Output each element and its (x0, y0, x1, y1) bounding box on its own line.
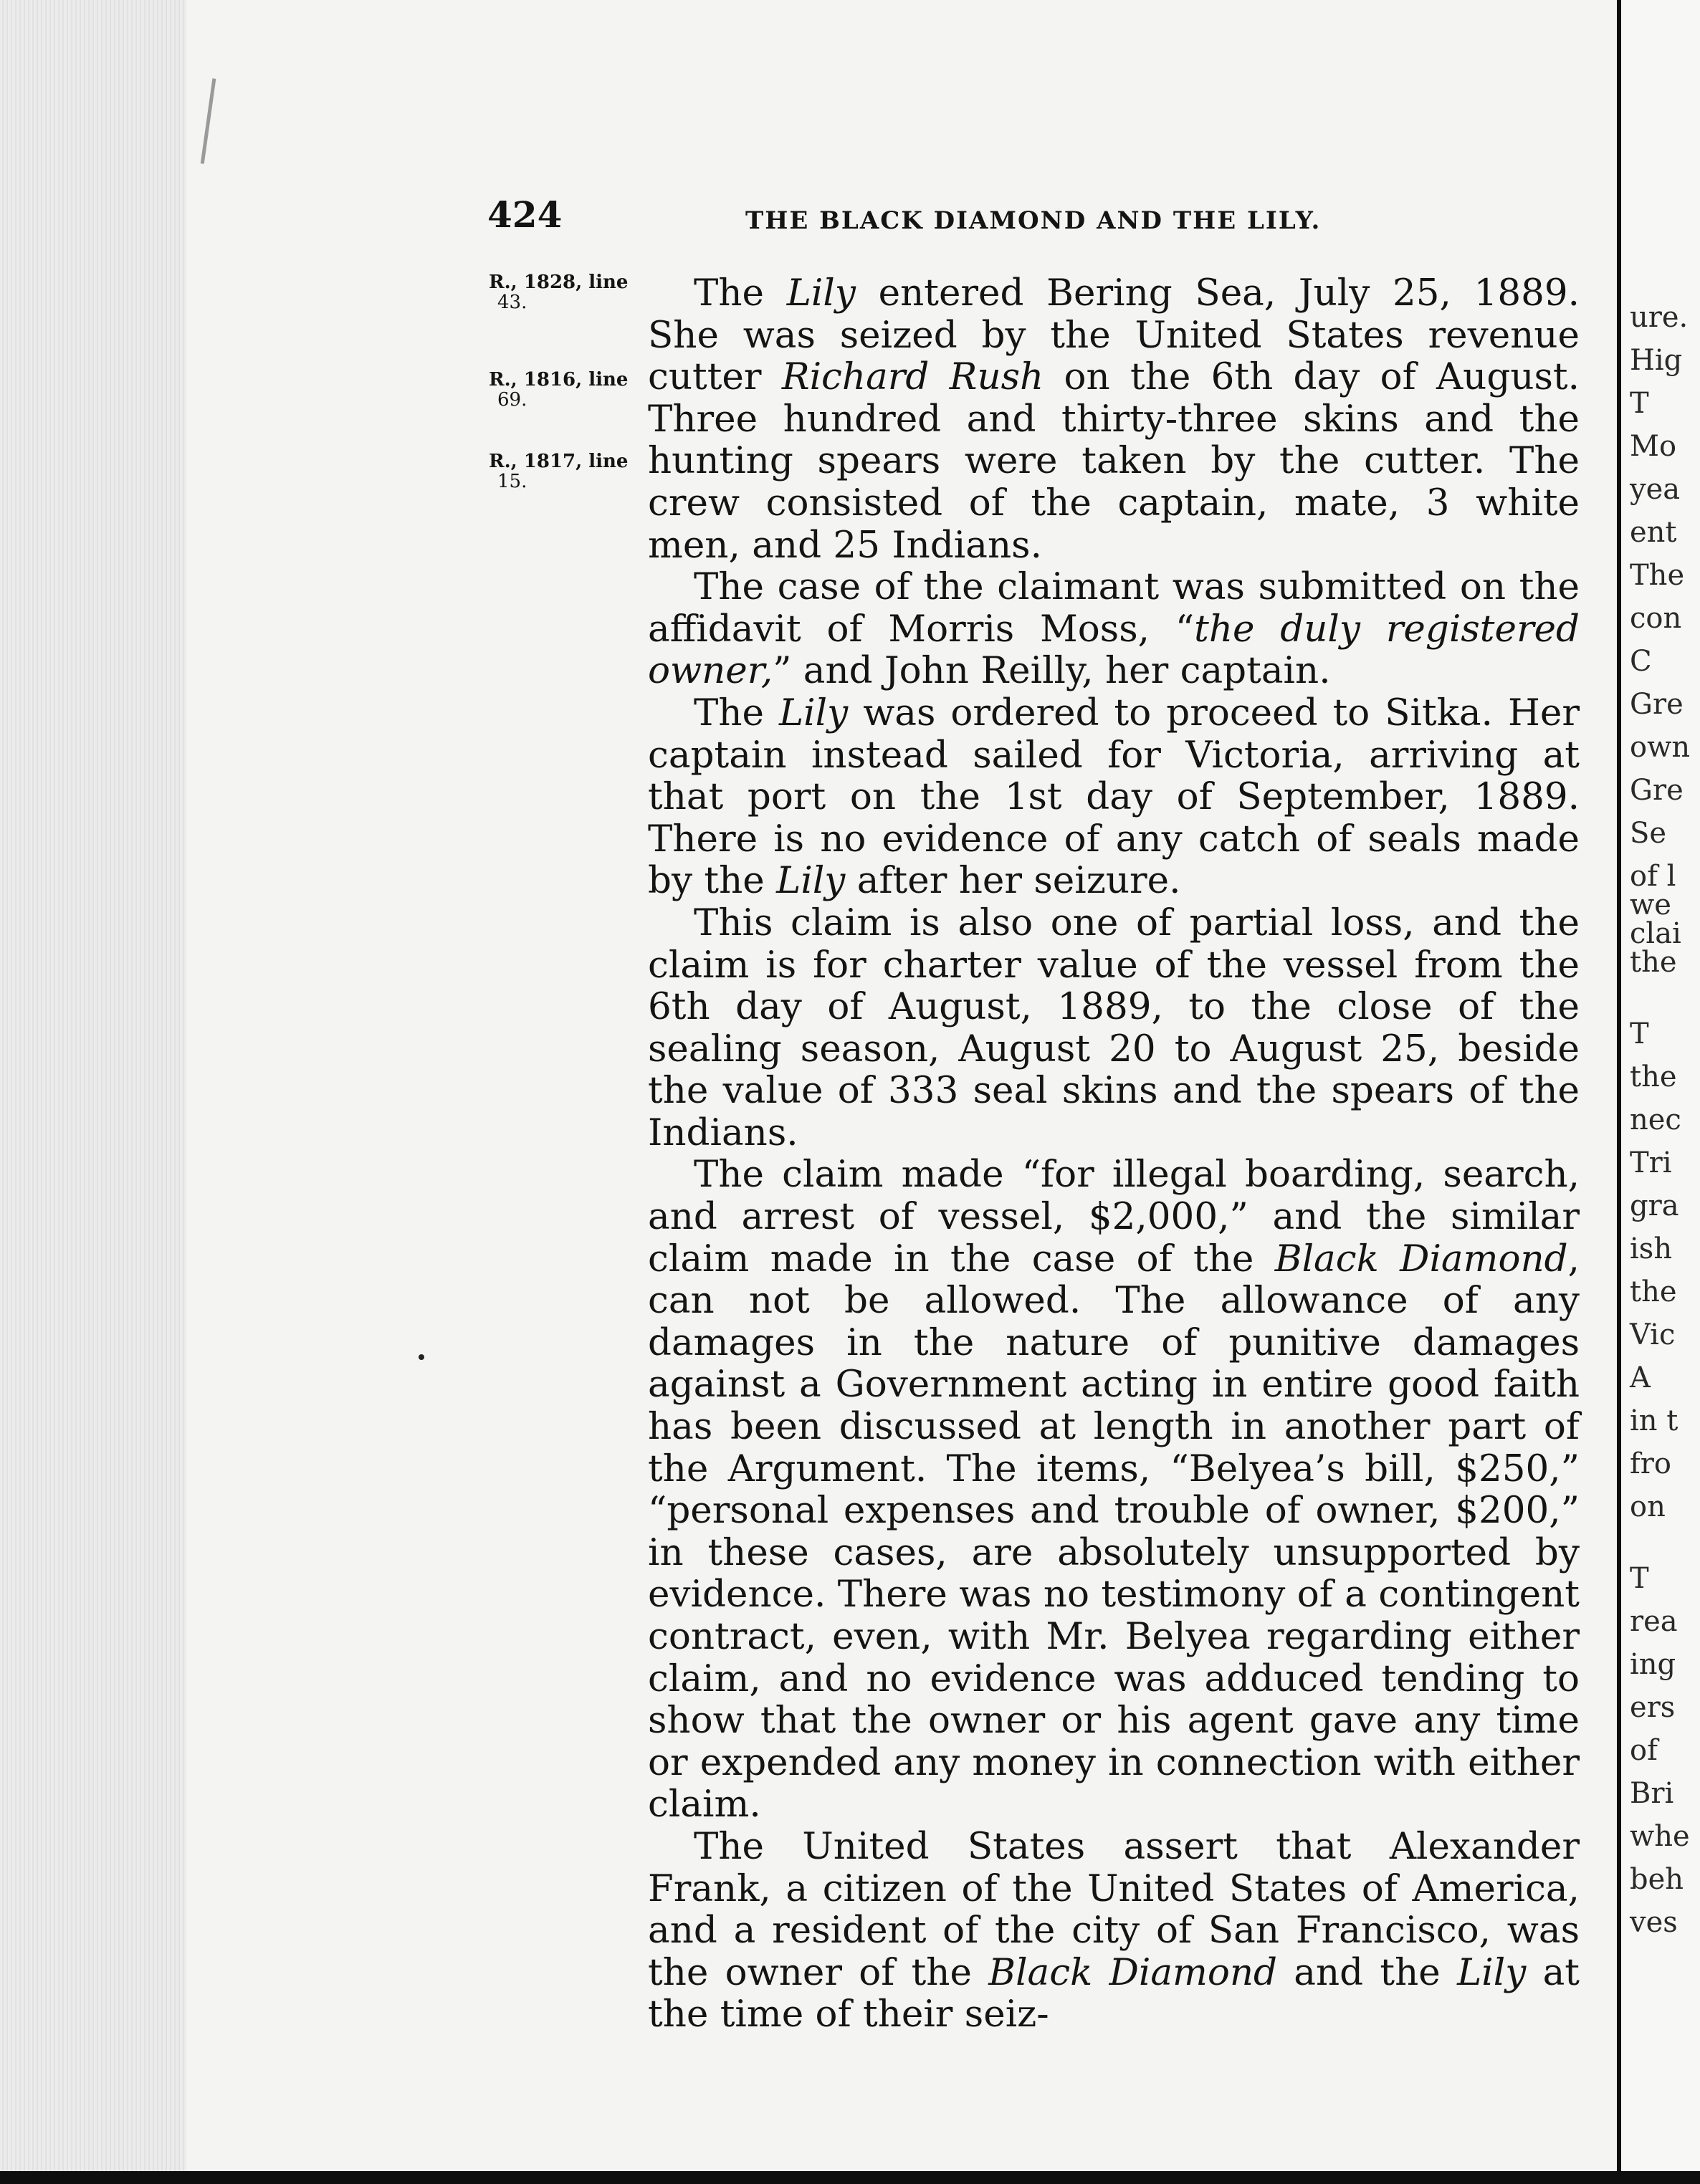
adjacent-page-text: the (1630, 1275, 1677, 1308)
margin-note-line: 15. (497, 471, 527, 492)
italic-text: Lily (786, 272, 856, 315)
adjacent-page-text: A (1630, 1361, 1651, 1394)
text-run: ” and John Reilly, her captain. (773, 649, 1331, 693)
page-number: 424 (487, 193, 563, 236)
text-run: on the 6th day of August. Three hundred and thirty-three skins and the hunting spears were taken by the cutter. The crew consisted of the captain, mate, 3 white men, and 25 Indians. (648, 355, 1580, 567)
text-run: and the (1277, 1950, 1458, 1994)
adjacent-page-text: gra (1630, 1189, 1679, 1222)
paragraph (648, 902, 1580, 1154)
adjacent-page-text: clai (1630, 917, 1681, 950)
adjacent-page-text: ers (1630, 1691, 1676, 1724)
margin-note-line: 69. (497, 389, 527, 411)
text-run: The (694, 691, 779, 734)
paragraph (648, 692, 1580, 902)
page-header (487, 193, 1591, 244)
text-run: , can not be allowed. The allowance of any damages in the nature of punitive damages against a Government acting in entire good faith has been discussed at length in another part of the Argument. The items, “Belyea’s bill, $250,” “personal expenses and trouble of owner, $200,” in these cases, are absolutely unsupported by evidence. There was no testimony of a contingent contract, even, with Mr. Belyea regarding either claim, and no evidence was adduced tending to show that the owner or his agent gave any time or expended any money in connection with either claim. (648, 1237, 1580, 1826)
adjacent-page-text: of l (1630, 860, 1676, 893)
scan-dot (419, 1354, 424, 1360)
adjacent-page-text: ish (1630, 1232, 1673, 1265)
adjacent-page-text: T (1630, 387, 1649, 420)
margin-note-line: 43. (497, 292, 527, 313)
adjacent-page-text: Bri (1630, 1777, 1674, 1810)
text-run: entered Bering Sea, July 25, 1889. She was seized by the United States revenue cutter (648, 272, 1580, 399)
adjacent-page-text: ves (1630, 1906, 1678, 1939)
adjacent-page-text: The (1630, 559, 1685, 592)
italic-text: Richard Rush (781, 355, 1044, 399)
adjacent-page-text: beh (1630, 1863, 1684, 1896)
adjacent-page-text: whe (1630, 1820, 1690, 1853)
margin-note (489, 272, 661, 312)
scan-artifact (201, 78, 226, 165)
adjacent-page-text: own (1630, 731, 1691, 764)
text-run: was ordered to proceed to Sitka. Her captain instead sailed for Victoria, arriving at that port on the 1st day of September, 1889. There is no evidence of any catch of seals made by the (648, 691, 1580, 903)
adjacent-page-text: of (1630, 1734, 1658, 1767)
scan-bottom-edge (0, 2171, 1700, 2184)
margin-note (489, 370, 661, 410)
adjacent-page-text: Vic (1630, 1318, 1676, 1351)
page-stack-edge (0, 0, 186, 2184)
margin-note (489, 451, 661, 492)
adjacent-page-text: yea (1630, 473, 1681, 506)
margin-note-ref: R., 1828, line (489, 272, 629, 293)
italic-text: the duly registered owner, (648, 607, 1580, 693)
running-head: THE BLACK DIAMOND AND THE LILY. (745, 206, 1322, 235)
italic-text: Lily (778, 691, 849, 734)
adjacent-page-text: fro (1630, 1447, 1672, 1480)
adjacent-page-text: C (1630, 645, 1652, 678)
paragraph (648, 272, 1580, 566)
paragraph (648, 566, 1580, 692)
adjacent-page-text: Tri (1630, 1146, 1672, 1179)
adjacent-page-text: the (1630, 1060, 1677, 1093)
adjacent-page-fragment (1621, 0, 1700, 2184)
adjacent-page-text: T (1630, 1017, 1649, 1050)
paragraph (648, 1154, 1580, 1826)
adjacent-page-text: Hig (1630, 344, 1683, 377)
italic-text: Lily (776, 859, 846, 903)
text-run: The (694, 272, 787, 315)
italic-text: Black Diamond (988, 1950, 1278, 1994)
adjacent-page-text: the (1630, 946, 1677, 979)
adjacent-page-text: on (1630, 1490, 1666, 1523)
paragraph (648, 1826, 1580, 2036)
adjacent-page-text: Gre (1630, 774, 1684, 807)
adjacent-page-text: T (1630, 1562, 1649, 1595)
adjacent-page-text: rea (1630, 1605, 1678, 1638)
adjacent-page-text: in t (1630, 1404, 1678, 1437)
adjacent-page-text: we (1630, 889, 1671, 921)
adjacent-page-text: Se (1630, 817, 1667, 850)
adjacent-page-text: ent (1630, 516, 1677, 549)
adjacent-page-text: Mo (1630, 430, 1677, 463)
adjacent-page-text: Gre (1630, 688, 1684, 721)
text-run: The claim made “for illegal boarding, search, and arrest of vessel, $2,000,” and the similar claim made in the case of the (648, 1153, 1580, 1280)
adjacent-page-text: ing (1630, 1648, 1676, 1681)
text-run: This claim is also one of partial loss, and the claim is for charter value of the vessel from the 6th day of August, 1889, to the close of the sealing season, August 20 to August 25, beside the value of 333 seal skins and the spears of the Indians. (648, 901, 1580, 1154)
italic-text: Lily (1457, 1950, 1527, 1994)
body-text (648, 272, 1580, 2036)
adjacent-page-text: nec (1630, 1103, 1681, 1136)
text-run: The United States assert that Alexander Frank, a citizen of the United States of America, and a resident of the city of San Francisco, was the owner of the (648, 1824, 1580, 1994)
margin-note-ref: R., 1816, line (489, 369, 629, 391)
text-run: at the time of their seiz- (648, 1950, 1580, 2036)
margin-note-ref: R., 1817, line (489, 451, 629, 472)
adjacent-page-text: con (1630, 602, 1682, 635)
adjacent-page-text: ure. (1630, 301, 1689, 334)
text-run: after her seizure. (845, 859, 1181, 903)
italic-text: Black Diamond (1274, 1237, 1568, 1280)
text-run: The case of the claimant was submitted on the affidavit of Morris Moss, “ (648, 565, 1580, 651)
